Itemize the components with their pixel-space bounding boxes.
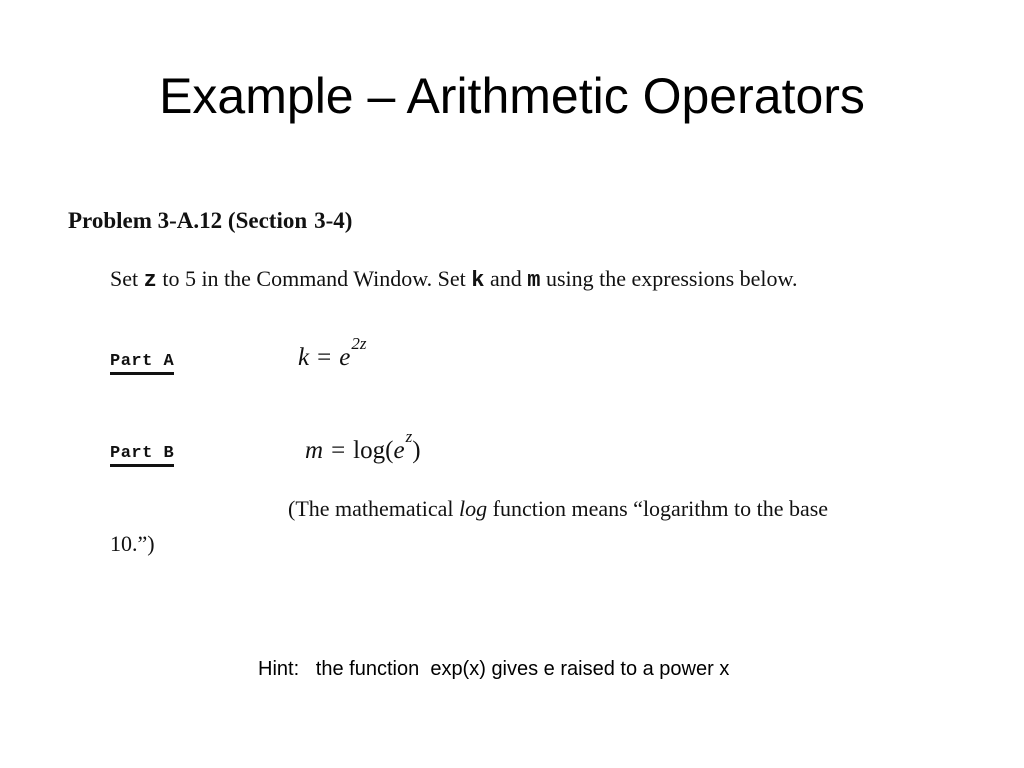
part-a-base: e	[339, 344, 351, 371]
problem-section: (Section	[227, 208, 308, 233]
part-a-equation	[298, 334, 367, 372]
problem-intro	[110, 266, 797, 293]
variable-m: m	[527, 268, 541, 293]
part-a-label: Part A	[110, 352, 174, 375]
problem-section-ref: 3-4)	[314, 208, 353, 233]
note-text-start: (The mathematical	[288, 496, 460, 521]
part-b-lhs: m	[305, 437, 324, 464]
intro-text-3: and	[484, 266, 528, 291]
slide-title: Example – Arithmetic Operators	[159, 68, 865, 124]
hint-text: Hint: the function exp(x) gives e raised to a power x	[258, 658, 730, 680]
part-b-equals: =	[331, 437, 346, 464]
problem-heading	[68, 208, 352, 234]
part-b-equation	[305, 427, 421, 465]
part-a-exponent: 2z	[351, 334, 367, 353]
part-b-func: log(	[353, 437, 394, 464]
part-b-close: )	[412, 437, 421, 464]
intro-text-2: to 5 in the Command Window. Set	[156, 266, 472, 291]
part-b-exponent: z	[405, 427, 413, 446]
variable-k: k	[471, 268, 485, 293]
variable-z: z	[143, 268, 157, 293]
part-a-lhs: k	[298, 344, 310, 371]
intro-text-4: using the expressions below.	[540, 266, 798, 291]
intro-text-1: Set	[110, 266, 144, 291]
part-b-label: Part B	[110, 444, 174, 467]
part-b-base: e	[393, 437, 405, 464]
note-log-word: log	[459, 496, 488, 521]
note-line-1	[288, 496, 828, 522]
problem-number: Problem 3-A.12	[68, 208, 223, 233]
note-line-2: 10.”)	[110, 531, 155, 556]
note-text-end: function means “logarithm to the base	[487, 496, 829, 521]
part-a-equals: =	[317, 344, 332, 371]
